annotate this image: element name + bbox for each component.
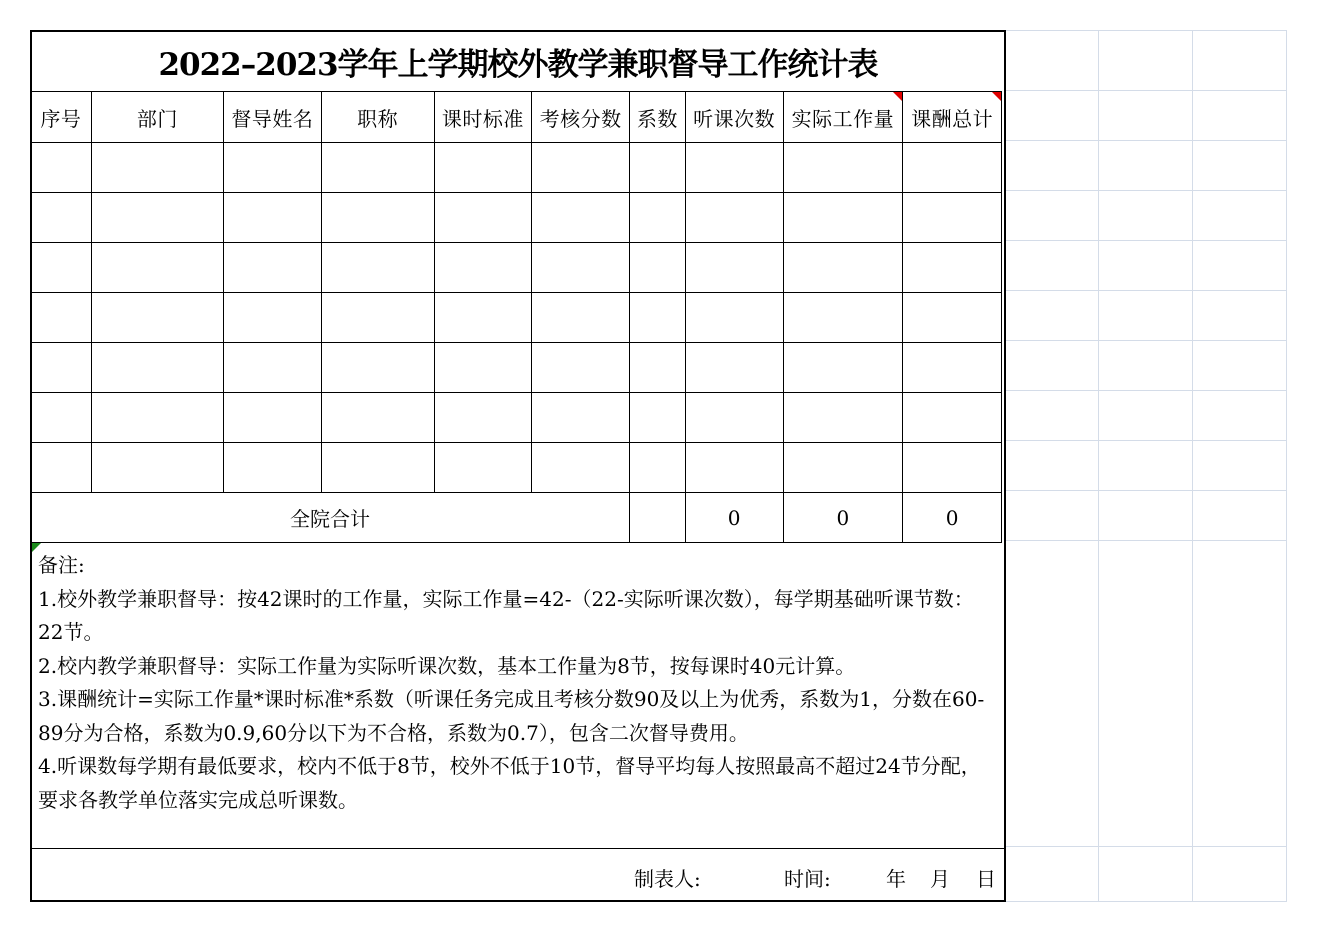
table-cell[interactable] bbox=[630, 393, 686, 443]
table-cell[interactable] bbox=[630, 343, 686, 393]
table-cell[interactable] bbox=[31, 393, 92, 443]
table-cell[interactable] bbox=[321, 293, 434, 343]
table-cell[interactable] bbox=[31, 293, 92, 343]
header-label-actual-workload: 实际工作量 bbox=[791, 106, 895, 131]
statistics-form bbox=[30, 30, 1006, 902]
notes-heading: 备注: bbox=[38, 553, 85, 577]
table-cell[interactable] bbox=[532, 193, 630, 243]
table-cell[interactable] bbox=[630, 243, 686, 293]
table-cell[interactable] bbox=[224, 293, 322, 343]
table-cell[interactable] bbox=[434, 393, 532, 443]
table-cell[interactable] bbox=[434, 143, 532, 193]
totals-label-cell[interactable]: 全院合计 bbox=[31, 493, 630, 543]
table-cell[interactable] bbox=[685, 143, 783, 193]
table-cell[interactable] bbox=[903, 443, 1002, 493]
note-item-4: 4.听课数每学期有最低要求，校内不低于8节，校外不低于10节，督导平均每人按照最高不超过24节分配，要求各教学单位落实完成总听课数。 bbox=[38, 754, 981, 812]
table-row bbox=[31, 443, 1002, 493]
note-item-3: 3.课酬统计=实际工作量*课时标准*系数（听课任务完成且考核分数90及以上为优秀，系数为1，分数在60-89分为合格，系数为0.9,60分以下为不合格，系数为0.7），包含二次督导费用。 bbox=[38, 687, 985, 745]
table-cell[interactable] bbox=[31, 143, 92, 193]
table-cell[interactable] bbox=[532, 143, 630, 193]
month-label: 月 bbox=[930, 867, 950, 891]
header-cell-coefficient[interactable]: 系数 bbox=[630, 92, 686, 143]
table-cell[interactable] bbox=[903, 143, 1002, 193]
table-cell[interactable] bbox=[783, 293, 903, 343]
table-cell[interactable] bbox=[532, 393, 630, 443]
table-cell[interactable] bbox=[321, 143, 434, 193]
totals-coefficient-cell[interactable] bbox=[630, 493, 686, 543]
table-cell[interactable] bbox=[31, 343, 92, 393]
table-cell[interactable] bbox=[31, 243, 92, 293]
table-cell[interactable] bbox=[685, 393, 783, 443]
table-cell[interactable] bbox=[434, 343, 532, 393]
header-label-total-pay: 课酬总计 bbox=[911, 106, 994, 131]
table-cell[interactable] bbox=[532, 443, 630, 493]
year-label: 年 bbox=[886, 867, 906, 891]
table-cell[interactable] bbox=[31, 193, 92, 243]
note-item-1: 1.校外教学兼职督导：按42课时的工作量，实际工作量=42-（22-实际听课次数），每学期基础听课节数：22节。 bbox=[38, 586, 974, 644]
table-cell[interactable] bbox=[91, 293, 223, 343]
table-cell[interactable] bbox=[224, 193, 322, 243]
error-marker bbox=[32, 543, 41, 552]
table-cell[interactable] bbox=[903, 193, 1002, 243]
table-cell[interactable] bbox=[783, 143, 903, 193]
note-item-2: 2.校内教学兼职督导：实际工作量为实际听课次数，基本工作量为8节，按每课时40元计算。 bbox=[38, 653, 856, 678]
table-cell[interactable] bbox=[321, 393, 434, 443]
table-cell[interactable] bbox=[783, 243, 903, 293]
table-cell[interactable] bbox=[685, 193, 783, 243]
header-cell-department[interactable]: 部门 bbox=[91, 92, 223, 143]
table-cell[interactable] bbox=[31, 443, 92, 493]
header-cell-title[interactable]: 职称 bbox=[321, 92, 434, 143]
header-cell-hour-standard[interactable]: 课时标准 bbox=[434, 92, 532, 143]
maker-label: 制表人: bbox=[634, 867, 701, 891]
table-cell[interactable] bbox=[903, 393, 1002, 443]
table-cell[interactable] bbox=[783, 393, 903, 443]
table-cell[interactable] bbox=[434, 443, 532, 493]
table-row bbox=[31, 143, 1002, 193]
table-cell[interactable] bbox=[685, 293, 783, 343]
totals-row bbox=[31, 493, 1002, 543]
table-cell[interactable] bbox=[91, 193, 223, 243]
table-cell[interactable] bbox=[783, 343, 903, 393]
table-cell[interactable] bbox=[630, 293, 686, 343]
table-cell[interactable] bbox=[434, 193, 532, 243]
table-cell[interactable] bbox=[630, 143, 686, 193]
header-cell-assessment-score[interactable]: 考核分数 bbox=[532, 92, 630, 143]
table-cell[interactable] bbox=[321, 243, 434, 293]
table-cell[interactable] bbox=[903, 243, 1002, 293]
table-cell[interactable] bbox=[91, 343, 223, 393]
header-cell-actual-workload[interactable] bbox=[783, 92, 903, 143]
time-label: 时间: bbox=[784, 867, 831, 891]
table-cell[interactable] bbox=[321, 443, 434, 493]
table-cell[interactable] bbox=[532, 343, 630, 393]
header-row bbox=[31, 92, 1002, 143]
totals-actual-workload[interactable]: 0 bbox=[783, 493, 903, 543]
table-cell[interactable] bbox=[630, 443, 686, 493]
form-title[interactable]: 2022–2023学年上学期校外教学兼职督导工作统计表 bbox=[158, 47, 878, 83]
table-row bbox=[31, 243, 1002, 293]
statistics-table bbox=[30, 91, 1002, 543]
table-cell[interactable] bbox=[783, 193, 903, 243]
table-cell[interactable] bbox=[91, 393, 223, 443]
header-cell-index[interactable]: 序号 bbox=[31, 92, 92, 143]
table-cell[interactable] bbox=[224, 443, 322, 493]
table-cell[interactable] bbox=[224, 393, 322, 443]
table-cell[interactable] bbox=[224, 243, 322, 293]
table-row bbox=[31, 293, 1002, 343]
table-cell[interactable] bbox=[434, 293, 532, 343]
table-cell[interactable] bbox=[91, 143, 223, 193]
day-label: 日 bbox=[976, 867, 996, 891]
table-cell[interactable] bbox=[224, 143, 322, 193]
table-cell[interactable] bbox=[91, 443, 223, 493]
header-cell-listen-count[interactable]: 听课次数 bbox=[685, 92, 783, 143]
table-cell[interactable] bbox=[224, 343, 322, 393]
table-row bbox=[31, 343, 1002, 393]
table-cell[interactable] bbox=[321, 343, 434, 393]
table-row bbox=[31, 393, 1002, 443]
table-cell[interactable] bbox=[903, 343, 1002, 393]
table-cell[interactable] bbox=[532, 243, 630, 293]
totals-listen-count[interactable]: 0 bbox=[685, 493, 783, 543]
table-cell[interactable] bbox=[685, 343, 783, 393]
table-cell[interactable] bbox=[685, 243, 783, 293]
signature-row[interactable] bbox=[32, 849, 1004, 900]
table-cell[interactable] bbox=[903, 293, 1002, 343]
notes-cell[interactable] bbox=[32, 543, 1004, 849]
table-cell[interactable] bbox=[321, 193, 434, 243]
header-cell-supervisor-name[interactable]: 督导姓名 bbox=[224, 92, 322, 143]
table-row bbox=[31, 193, 1002, 243]
header-cell-total-pay[interactable] bbox=[903, 92, 1002, 143]
table-cell[interactable] bbox=[685, 443, 783, 493]
table-cell[interactable] bbox=[434, 243, 532, 293]
totals-total-pay[interactable]: 0 bbox=[903, 493, 1002, 543]
table-cell[interactable] bbox=[630, 193, 686, 243]
table-cell[interactable] bbox=[783, 443, 903, 493]
table-cell[interactable] bbox=[532, 293, 630, 343]
table-body bbox=[31, 143, 1002, 543]
table-cell[interactable] bbox=[91, 243, 223, 293]
